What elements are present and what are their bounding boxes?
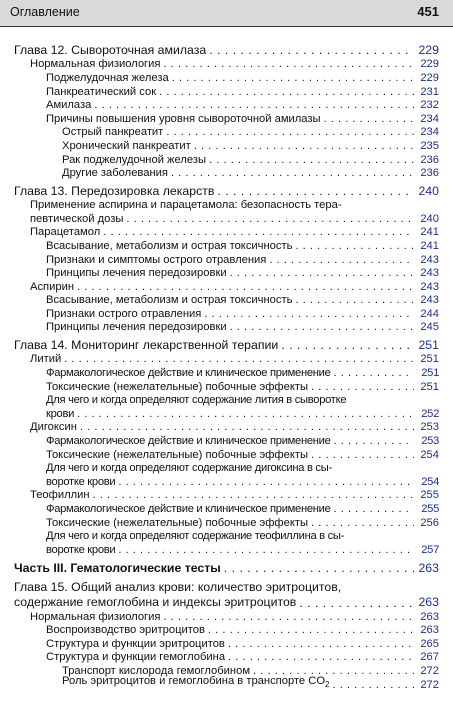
toc-page-number: 253 (420, 421, 439, 434)
toc-page-number: 254 (420, 448, 439, 461)
toc-entry-title: Принципы лечения передозировки (46, 267, 227, 280)
toc-entry-title-line1: Для чего и когда определяют содержание лития в сыворотке (46, 394, 347, 407)
toc-entry-title: Аспирин (30, 280, 75, 293)
toc-entry[interactable] (0, 421, 453, 435)
toc-page-number: 244 (420, 307, 439, 320)
dot-leader (163, 58, 414, 72)
toc-entry[interactable] (0, 126, 453, 140)
toc-entry-title-line2: крови (46, 407, 75, 420)
toc-entry[interactable] (0, 517, 453, 531)
toc-chapter-13[interactable] (0, 184, 453, 199)
dot-leader (159, 86, 414, 100)
dot-leader (209, 43, 414, 58)
toc-page-number: 272 (420, 678, 439, 691)
dot-leader (324, 113, 414, 127)
dot-leader (334, 435, 414, 449)
toc-page-number: 231 (420, 85, 439, 98)
toc-entry-title: Признаки острого отравления (46, 307, 202, 320)
toc-entry[interactable] (0, 611, 453, 625)
dot-leader (311, 517, 414, 531)
toc-page-number: 232 (420, 99, 439, 112)
toc-page-number: 251 (420, 353, 439, 366)
toc-page-number: 229 (418, 42, 439, 57)
toc-chapter-14[interactable] (0, 338, 453, 353)
toc-entry-title: Поджелудочная железа (46, 71, 169, 84)
toc-entry-title: Амилаза (46, 99, 92, 112)
dot-leader (103, 226, 414, 240)
toc-page-number: 251 (421, 367, 439, 380)
toc-page-number: 243 (420, 294, 439, 307)
dot-leader (77, 281, 414, 295)
toc-page-number: 236 (420, 153, 439, 166)
dot-leader (295, 240, 414, 254)
toc-entry-title: Фармакологическое действие и клиническое применение (46, 502, 331, 515)
dot-leader (64, 353, 414, 367)
toc-page-number: 241 (420, 239, 439, 252)
dot-leader (209, 154, 414, 168)
toc-page-number: 263 (420, 610, 439, 623)
toc-entry-title: Всасывание, метаболизм и острая токсичность (46, 239, 293, 252)
toc-page-number: 236 (420, 167, 439, 180)
page-number: 451 (417, 4, 439, 19)
toc-entry-title: Хронический панкреатит (62, 139, 191, 152)
toc-entry-title-line2: певтической дозы (30, 212, 124, 225)
toc-entry[interactable] (0, 489, 453, 503)
toc-chapter-12[interactable] (0, 43, 453, 58)
toc-page-number: 256 (420, 516, 439, 529)
toc-entry-title: Фармакологическое действие и клиническое применение (46, 367, 331, 380)
dot-leader (334, 367, 414, 381)
toc-entry[interactable] (0, 140, 453, 154)
dot-leader (217, 184, 414, 199)
toc-entry-title: Парацетамол (30, 226, 101, 239)
toc-entry-title-line1: Применение аспирина и парацетамола: безопасность тера- (30, 199, 342, 212)
toc-page-number: 229 (420, 71, 439, 84)
toc-page-number: 255 (421, 502, 439, 515)
dot-leader (208, 624, 414, 638)
dot-leader (204, 308, 414, 322)
dot-leader (333, 679, 415, 693)
running-header (0, 0, 453, 27)
toc-entry[interactable] (0, 267, 453, 281)
dot-leader (295, 294, 414, 308)
toc-entry[interactable] (0, 281, 453, 295)
toc-entry-title: Часть III. Гематологические тесты (14, 561, 221, 576)
dot-leader (228, 651, 414, 665)
toc-entry[interactable] (0, 113, 453, 127)
dot-leader (230, 267, 414, 281)
toc-entry-title-line2: воротке крови (46, 543, 116, 556)
dot-leader (80, 421, 414, 435)
toc-page-number: 255 (420, 489, 439, 502)
dot-leader (299, 597, 414, 611)
toc-entry[interactable] (0, 99, 453, 113)
toc-entry-title-text: Роль эритроцитов и гемоглобина в транспорте CO (62, 675, 326, 688)
dot-leader (224, 561, 414, 576)
dot-leader (281, 338, 414, 353)
dot-leader (334, 503, 414, 517)
toc-entry[interactable] (0, 675, 453, 693)
toc-entry-title-line1: Глава 15. Общий анализ крови: количество эритроцитов, (14, 579, 342, 594)
toc-entry[interactable] (0, 381, 453, 395)
toc-entry[interactable] (0, 353, 453, 367)
toc-entry-title: Дигоксин (30, 421, 77, 434)
toc-page-number: 241 (420, 226, 439, 239)
toc-entry-title: Структура и функции гемоглобина (46, 651, 226, 664)
toc-entry[interactable] (0, 72, 453, 86)
toc-entry-title: Теофиллин (30, 489, 90, 502)
toc-entry[interactable] (0, 624, 453, 638)
dot-leader (230, 321, 414, 335)
toc-entry-title: Рак поджелудочной железы (62, 153, 207, 166)
toc-entry[interactable] (0, 530, 453, 557)
toc-entry[interactable] (0, 294, 453, 308)
dot-leader (171, 167, 414, 181)
dot-leader (118, 476, 414, 490)
toc-part-3[interactable] (0, 561, 453, 576)
dot-leader (166, 126, 414, 140)
toc-entry-title: Причины повышения уровня сывороточной амилазы (46, 112, 321, 125)
section-title: Оглавление (10, 5, 80, 19)
dot-leader (93, 489, 414, 503)
toc-page-number: 243 (420, 280, 439, 293)
toc-entry[interactable] (0, 394, 453, 421)
toc-entry-title: Другие заболевания (62, 167, 168, 180)
toc-page-number: 254 (421, 475, 439, 488)
toc-chapter-15[interactable] (0, 580, 453, 611)
toc-page-number: 263 (418, 595, 439, 610)
toc-page-number: 251 (418, 338, 439, 353)
toc-entry-title: Структура и функции эритроцитов (46, 637, 225, 650)
toc-page-number: 229 (420, 58, 439, 71)
toc-entry[interactable] (0, 435, 453, 449)
dot-leader (311, 449, 414, 463)
toc-entry[interactable] (0, 199, 453, 226)
toc-entry[interactable] (0, 254, 453, 268)
toc-entry-title-line2: воротке крови (46, 475, 116, 488)
toc-page-number: 234 (420, 112, 439, 125)
toc-page-number: 243 (420, 253, 439, 266)
toc-entry[interactable] (0, 462, 453, 489)
dot-leader (163, 611, 414, 625)
dot-leader (94, 99, 414, 113)
toc-entry-title: Литий (30, 353, 62, 366)
toc-entry[interactable] (0, 651, 453, 665)
toc-page-number: 251 (420, 380, 439, 393)
toc-entry[interactable] (0, 167, 453, 181)
toc-entry-title-line2: содержание гемоглобина и индексы эритроцитов (14, 595, 297, 610)
toc-entry-title-line1: Для чего и когда определяют содержание теофиллина в сы- (46, 530, 345, 543)
toc-page-number: 245 (420, 321, 439, 334)
toc-page-number: 272 (420, 664, 439, 677)
toc-entry[interactable] (0, 86, 453, 100)
toc-page-number: 257 (421, 543, 439, 556)
toc-page-number: 243 (420, 267, 439, 280)
toc-entry-title: Токсические (нежелательные) побочные эффекты (46, 448, 309, 461)
toc-entry-title: Токсические (нежелательные) побочные эффекты (46, 516, 309, 529)
toc-entry[interactable] (0, 154, 453, 168)
toc-entry[interactable] (0, 367, 453, 381)
toc-page-number: 240 (420, 212, 439, 225)
dot-leader (311, 381, 414, 395)
toc-entry-title: Глава 14. Мониторинг лекарственной терапии (14, 338, 279, 353)
dot-leader (269, 254, 414, 268)
toc-page-number: 252 (421, 407, 439, 420)
toc-entry-title: Воспроизводство эритроцитов (46, 624, 205, 637)
dot-leader (172, 72, 414, 86)
subscript: 2 (325, 680, 330, 690)
toc-page-number: 253 (421, 435, 439, 448)
toc-entry[interactable] (0, 308, 453, 322)
toc-entry-title: Всасывание, метаболизм и острая токсичность (46, 294, 293, 307)
toc-entry[interactable] (0, 240, 453, 254)
toc-entry-title: Глава 12. Сывороточная амилаза (14, 42, 207, 57)
toc-page-number: 234 (420, 126, 439, 139)
toc-entry-title: Нормальная физиология (30, 610, 161, 623)
toc-page-number: 267 (420, 651, 439, 664)
dot-leader (77, 408, 414, 422)
toc-entry[interactable] (0, 449, 453, 463)
toc-entry-title-line1: Для чего и когда определяют содержание дигоксина в сы- (46, 462, 332, 475)
toc-entry-title (62, 675, 330, 692)
toc-page-number: 263 (418, 561, 439, 576)
toc-entry-title: Транспорт кислорода гемоглобином (62, 664, 251, 677)
table-of-contents (0, 40, 453, 692)
toc-entry[interactable] (0, 503, 453, 517)
toc-entry[interactable] (0, 638, 453, 652)
toc-page-number: 240 (418, 183, 439, 198)
toc-entry-title: Нормальная физиология (30, 58, 161, 71)
toc-entry-title: Токсические (нежелательные) побочные эффекты (46, 380, 309, 393)
toc-page-number: 235 (420, 139, 439, 152)
toc-entry[interactable] (0, 58, 453, 72)
toc-entry-title: Принципы лечения передозировки (46, 321, 227, 334)
dot-leader (228, 638, 414, 652)
dot-leader (126, 213, 414, 227)
dot-leader (118, 544, 414, 558)
toc-entry-title: Фармакологическое действие и клиническое применение (46, 435, 331, 448)
toc-entry-title: Глава 13. Передозировка лекарств (14, 183, 215, 198)
toc-entry[interactable] (0, 226, 453, 240)
toc-entry-title: Острый панкреатит (62, 126, 164, 139)
toc-page-number: 265 (420, 637, 439, 650)
toc-entry[interactable] (0, 321, 453, 335)
toc-entry-title: Признаки и симптомы острого отравления (46, 253, 267, 266)
toc-entry-title: Панкреатический сок (46, 85, 157, 98)
dot-leader (194, 140, 414, 154)
toc-page-number: 263 (420, 624, 439, 637)
